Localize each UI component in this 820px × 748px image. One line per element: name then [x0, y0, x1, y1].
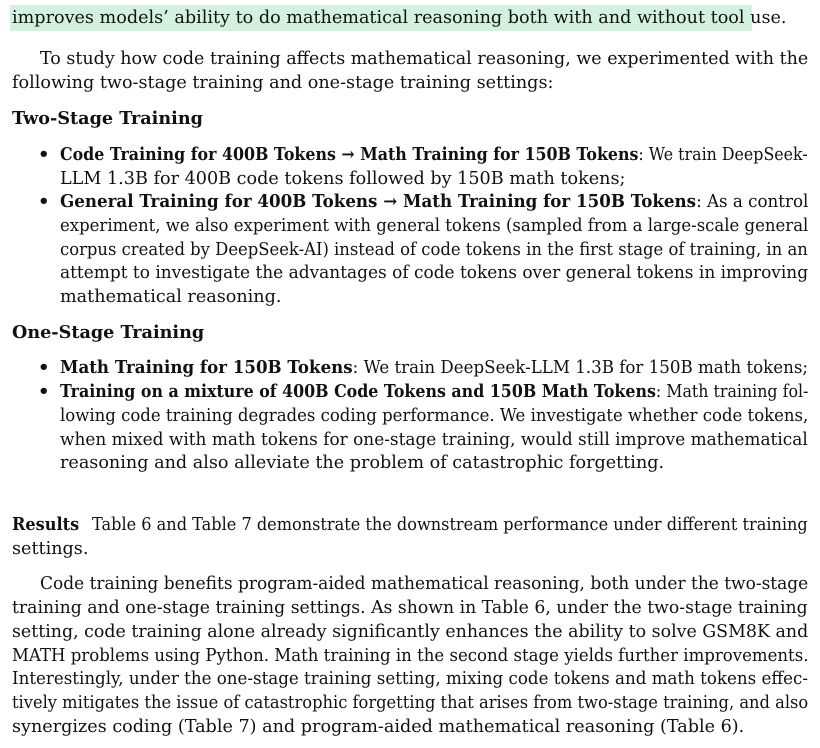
bullet-icon: • — [38, 381, 50, 402]
final-paragraph-line-1: Code training benefits program-aided mathematical reasoning, both under the two-stage — [40, 574, 809, 594]
intro-line-2: following two-stage training and one-stage training settings: — [12, 73, 554, 93]
results-line-1 — [12, 513, 808, 537]
two-stage-item-2-line-4: attempt to investigate the advantages of code tokens over general tokens in improving — [60, 263, 809, 283]
two-stage-item-1-text: : We train DeepSeek- — [638, 145, 808, 165]
results-text: Table 6 and Table 7 demonstrate the downstream performance under different training — [91, 515, 808, 535]
bullet-icon: • — [38, 191, 50, 212]
highlighted-sentence: improves models’ ability to do mathematical reasoning both with and without tool use. — [12, 8, 787, 28]
final-paragraph-line-5: Interestingly, under the one-stage training setting, mixing code tokens and math tokens effec- — [12, 669, 809, 689]
one-stage-item-2-line-2: lowing code training degrades coding performance. We investigate whether code tokens, — [60, 406, 809, 426]
results-label: Results — [12, 514, 80, 535]
results-line-2: settings. — [12, 539, 89, 559]
one-stage-item-1-title: Math Training for 150B Tokens — [60, 357, 353, 378]
bullet-icon: • — [38, 357, 50, 378]
intro-line-1: To study how code training affects mathematical reasoning, we experimented with the — [40, 49, 809, 69]
final-paragraph-line-7: synergizes coding (Table 7) and program-aided mathematical reasoning (Table 6). — [12, 717, 745, 737]
one-stage-item-2-title: Training on a mixture of 400B Code Tokens and 150B Math Tokens — [60, 381, 656, 402]
two-stage-item-2-line-5: mathematical reasoning. — [60, 287, 282, 307]
final-paragraph-line-4: MATH problems using Python. Math training in the second stage yields further improvements. — [12, 646, 809, 666]
one-stage-item-1 — [60, 356, 808, 380]
two-stage-item-2 — [60, 190, 808, 214]
one-stage-item-2-line-3: when mixed with math tokens for one-stage training, would still improve mathematical — [60, 430, 808, 450]
two-stage-heading: Two-Stage Training — [12, 108, 203, 129]
one-stage-heading: One-Stage Training — [12, 322, 205, 343]
one-stage-item-2-line-4: reasoning and also alleviate the problem of catastrophic forgetting. — [60, 453, 665, 473]
two-stage-item-1-line-2: LLM 1.3B for 400B code tokens followed by 150B math tokens; — [60, 169, 626, 189]
two-stage-item-2-title: General Training for 400B Tokens → Math Training for 150B Tokens — [60, 191, 697, 212]
one-stage-item-2 — [60, 380, 808, 404]
final-paragraph-line-3: setting, code training alone already significantly enhances the ability to solve GSM8K and — [12, 622, 809, 642]
two-stage-item-2-text: : As a control — [696, 192, 809, 212]
two-stage-item-1-title: Code Training for 400B Tokens → Math Training for 150B Tokens — [60, 144, 639, 165]
two-stage-item-1 — [60, 143, 808, 167]
one-stage-item-1-text: : We train DeepSeek-LLM 1.3B for 150B math tokens; — [352, 358, 809, 378]
final-paragraph-line-6: tively mitigates the issue of catastrophic forgetting that arises from two-stage training, and also — [12, 693, 809, 713]
bullet-icon: • — [38, 144, 50, 165]
one-stage-item-2-text: : Math training fol- — [655, 382, 809, 402]
two-stage-item-2-line-2: experiment, we also experiment with general tokens (sampled from a large-scale general — [60, 216, 809, 236]
final-paragraph-line-2: training and one-stage training settings. As shown in Table 6, under the two-stage training — [12, 598, 808, 618]
two-stage-item-2-line-3: corpus created by DeepSeek-AI) instead of code tokens in the first stage of training, in an — [60, 240, 808, 260]
